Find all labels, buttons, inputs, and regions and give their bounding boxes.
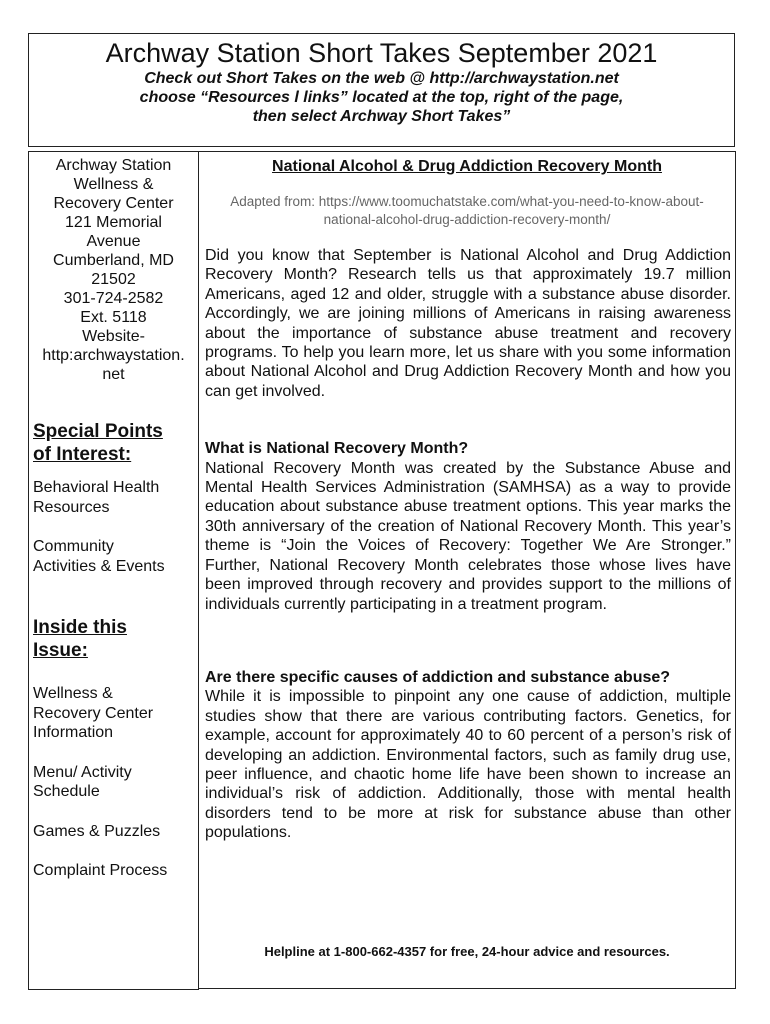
special-item-behavioral-health: Behavioral Health Resources bbox=[33, 479, 160, 516]
newsletter-header bbox=[28, 33, 735, 147]
intro-paragraph: Did you know that September is National Alcohol and Drug Addiction Recovery Month? Research tells us that approximately 19.7 million Americans, aged 12 and older, struggle with a substance abuse disorder. Accordingly, we are joining millions of Americans in raising awareness about the importance of substance abuse treatment and recovery programs. To help you learn more, let us share with you some information about National Alcohol and Drug Addiction Recovery Month and how you can get involved. bbox=[205, 247, 731, 400]
header-line-1: Check out Short Takes on the web @ http://archwaystation.net bbox=[144, 70, 619, 87]
question-heading-1: What is National Recovery Month? bbox=[205, 440, 469, 458]
answer-paragraph-1: National Recovery Month was created by the Substance Abuse and Mental Health Services Administration (SAMHSA) as a way to provide education about substance abuse treatment options. This year marks the 30th anniversary of the creation of National Recovery Month. This year’s theme is “Join the Voices of Recovery: Together We Are Stronger.” Further, National Recovery Month celebrates those whose lives have been improved through recovery and provides support to the millions of individuals currently participating in a treatment program. bbox=[205, 459, 731, 613]
sidebar bbox=[28, 151, 199, 990]
main-article bbox=[199, 151, 736, 989]
question-heading-2: Are there specific causes of addiction and substance abuse? bbox=[205, 668, 671, 686]
helpline-text: Helpline at 1-800-662-4357 for free, 24-hour advice and resources. bbox=[264, 944, 670, 959]
newsletter-title: Archway Station Short Takes September 2021 bbox=[105, 38, 658, 68]
website-url: http:archwaystation. bbox=[42, 347, 185, 364]
inside-item-menu: Menu/ Activity Schedule bbox=[33, 763, 132, 800]
inside-item-complaint: Complaint Process bbox=[33, 862, 168, 879]
website-label: Website- bbox=[82, 328, 145, 345]
address-line: Cumberland, MD bbox=[53, 252, 174, 269]
answer-paragraph-2: While it is impossible to pinpoint any one cause of addiction, multiple studies show that there are various contributing factors. Genetics, for example, account for approximately 40 to 60 percent of a person’s risk of developing an addiction. Environmental factors, such as family drug use, peer influence, and chaotic home life have been shown to increase an individual’s risk of addiction. Additionally, those with mental health disorders tend to be more at risk for substance abuse than other populations. bbox=[205, 688, 731, 842]
phone-extension: Ext. 5118 bbox=[80, 309, 147, 326]
contact-address bbox=[29, 156, 198, 384]
address-line: 121 Memorial bbox=[65, 214, 162, 231]
article-title: National Alcohol & Drug Addiction Recovery Month bbox=[272, 158, 662, 175]
special-points-heading: Special Points of Interest: bbox=[33, 421, 163, 465]
inside-issue-heading: Inside this Issue: bbox=[33, 617, 127, 661]
address-line: Archway Station bbox=[55, 157, 172, 174]
website-url: net bbox=[102, 366, 125, 383]
source-citation: Adapted from: https://www.toomuchatstake.com/what-you-need-to-know-about-national-alcohol-drug-addiction-recovery-month/ bbox=[230, 194, 704, 227]
special-item-community: Community Activities & Events bbox=[33, 538, 165, 575]
inside-item-games: Games & Puzzles bbox=[33, 822, 161, 840]
address-line: 21502 bbox=[91, 271, 136, 288]
header-line-3: then select Archway Short Takes” bbox=[252, 108, 511, 125]
address-line: Recovery Center bbox=[53, 195, 174, 212]
address-line: Avenue bbox=[86, 233, 141, 250]
address-line: Wellness & bbox=[73, 176, 154, 193]
inside-item-wellness: Wellness & Recovery Center Information bbox=[33, 685, 154, 741]
header-line-2: choose “Resources l links” located at the top, right of the page, bbox=[139, 89, 624, 106]
phone-number: 301-724-2582 bbox=[63, 290, 164, 307]
